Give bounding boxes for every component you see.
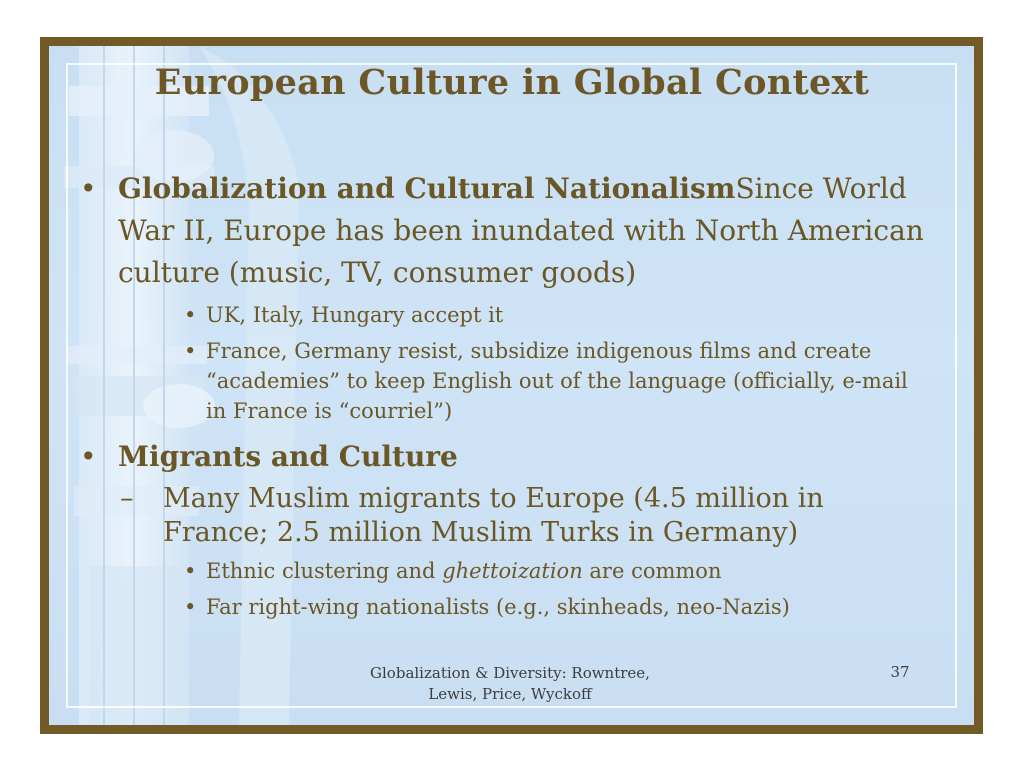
bullet-globalization [80,168,930,294]
footer-line-1: Globalization & Diversity: Rowntree, [370,664,650,682]
sub-bullet-dot: • [184,339,197,363]
slide-title: European Culture in Global Context [154,62,870,103]
dash-marker: – [120,483,134,514]
sub-bullet-text-before: Ethnic clustering and [206,559,443,583]
sub-bullet-far-right [184,592,930,622]
footer-line-2: Lewis, Price, Wyckoff [428,685,592,703]
bullet-dot: • [80,440,97,473]
sub-bullet-italic-term: ghettoization [442,559,583,583]
bullet-dot: • [80,172,97,205]
sub-bullet-dot: • [184,595,197,619]
dash-item-muslim-migrants [120,482,930,550]
sub-bullet-text: UK, Italy, Hungary accept it [206,303,504,327]
sub-bullet-text: Far right-wing nationalists (e.g., skinheads, neo-Nazis) [206,595,790,619]
slide-body [80,168,930,622]
sub-bullet-text: France, Germany resist, subsidize indigenous films and create “academies” to keep English out of the language (officially, e-mail in France is “courriel”) [206,339,908,423]
sub-bullet-text-after: are common [582,559,722,583]
sub-bullet-france [184,336,930,426]
slide-number: 37 [890,663,910,681]
bullet-heading: Migrants and Culture [118,440,458,473]
bullet-migrants [80,436,930,478]
sub-bullet-uk [184,300,930,330]
sub-bullet-ethnic-clustering [184,556,930,586]
sub-bullet-dot: • [184,559,197,583]
dash-text: Many Muslim migrants to Europe (4.5 million in France; 2.5 million Muslim Turks in Germany) [163,483,824,548]
sub-bullet-dot: • [184,303,197,327]
bullet-text: Since World War II, Europe has been inundated with North American culture (music, TV, consumer goods) [118,172,924,289]
bullet-heading: Globalization and Cultural Nationalism [118,172,736,205]
footer-citation [360,663,660,705]
